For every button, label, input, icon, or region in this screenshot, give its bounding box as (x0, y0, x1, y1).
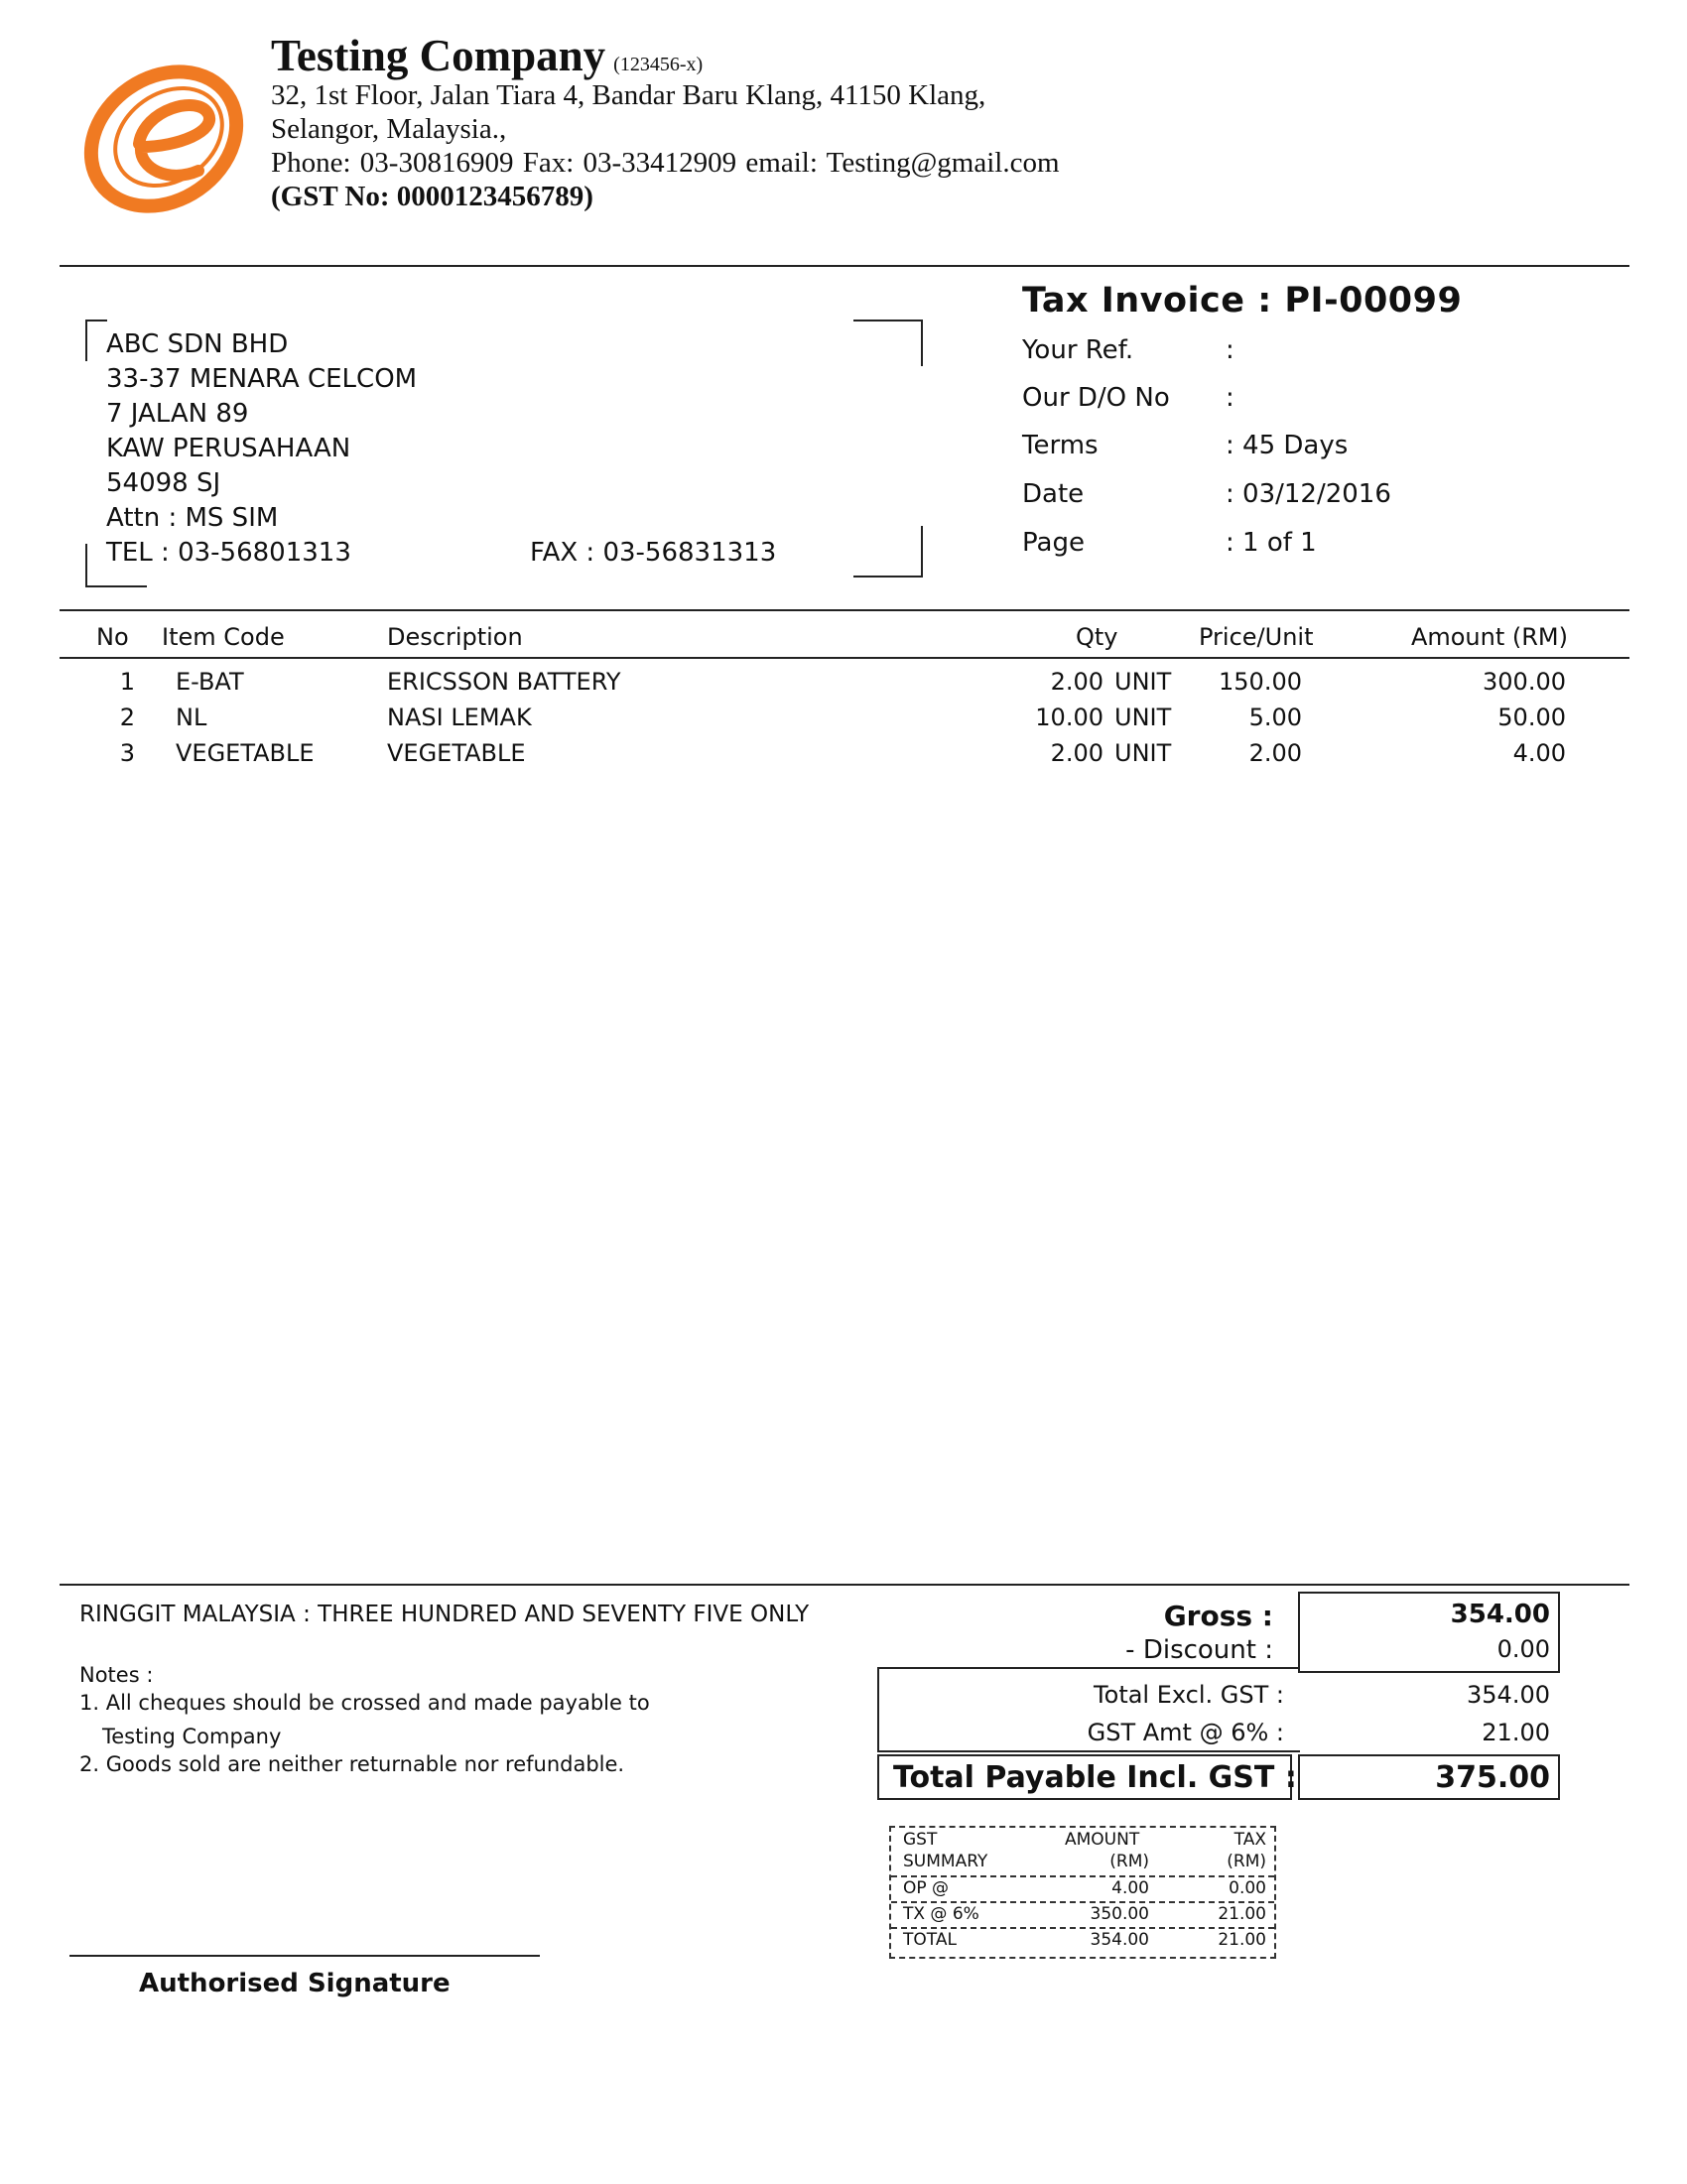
notes-title: Notes : (79, 1663, 154, 1687)
customer-attn: Attn : MS SIM (106, 503, 279, 533)
company-reg-no: (123456-x) (613, 54, 704, 75)
gst-summary-table (889, 1826, 1276, 1959)
gst-summary-divider (891, 1901, 1274, 1903)
note-line-1-cont: Testing Company (102, 1725, 282, 1748)
company-contact-line: Phone: 03-30816909 Fax: 03-33412909 email: Testing@gmail.com (271, 147, 1060, 179)
meta-label-date: Date (1022, 479, 1085, 509)
discount-value: 0.00 (1496, 1635, 1550, 1663)
customer-fax: FAX : 03-56831313 (530, 538, 777, 568)
row-no: 3 (119, 739, 135, 767)
row-no: 2 (119, 704, 135, 731)
row-amount: 50.00 (1497, 704, 1566, 731)
header-amount: Amount (RM) (1410, 623, 1568, 651)
gst-summary-row-label: TOTAL (903, 1930, 957, 1950)
gst-amount-value: 21.00 (1482, 1719, 1550, 1746)
row-amount: 4.00 (1512, 739, 1566, 767)
address-corner-bottom-right (853, 526, 923, 578)
customer-address-line: 7 JALAN 89 (106, 399, 249, 429)
gst-summary-header-summary: SUMMARY (903, 1852, 988, 1871)
customer-name: ABC SDN BHD (106, 329, 289, 359)
company-name-text: Testing Company (271, 31, 606, 80)
footer-divider (60, 1584, 1629, 1586)
meta-value-terms: : 45 Days (1226, 431, 1349, 460)
row-description: VEGETABLE (387, 739, 526, 767)
meta-label-terms: Terms (1022, 431, 1099, 460)
gst-summary-header-tax: TAX (1233, 1830, 1266, 1850)
gst-summary-row-amount: 354.00 (1090, 1930, 1149, 1950)
table-header-divider (60, 657, 1629, 659)
meta-value-date: : 03/12/2016 (1226, 479, 1391, 509)
header-item-code: Item Code (162, 623, 285, 651)
meta-value-your-ref: : (1226, 335, 1234, 365)
gst-summary-row-tax: 21.00 (1218, 1904, 1266, 1924)
gst-summary-row-label: OP @ (903, 1878, 950, 1898)
customer-tel: TEL : 03-56801313 (106, 538, 351, 568)
row-price: 2.00 (1248, 739, 1302, 767)
customer-address-line: 54098 SJ (106, 468, 221, 498)
note-line-2: 2. Goods sold are neither returnable nor refundable. (79, 1752, 625, 1776)
note-line-1: 1. All cheques should be crossed and made payable to (79, 1691, 650, 1715)
row-unit: UNIT (1114, 704, 1172, 731)
total-excl-gst-value: 354.00 (1467, 1681, 1550, 1709)
row-unit: UNIT (1114, 739, 1172, 767)
gst-summary-header-amount: AMOUNT (1065, 1830, 1140, 1850)
discount-label: - Discount : (1125, 1635, 1273, 1665)
meta-value-do-no: : (1226, 383, 1234, 413)
row-qty: 2.00 (1050, 739, 1103, 767)
row-item-code: E-BAT (176, 668, 244, 696)
amount-in-words: RINGGIT MALAYSIA : THREE HUNDRED AND SEVENTY FIVE ONLY (79, 1602, 810, 1627)
header-description: Description (387, 623, 523, 651)
gst-summary-header-amount-unit: (RM) (1109, 1852, 1149, 1871)
gst-summary-row-label: TX @ 6% (903, 1904, 979, 1924)
gst-summary-row-amount: 350.00 (1090, 1904, 1149, 1924)
header-no: No (96, 623, 129, 651)
customer-address-line: 33-37 MENARA CELCOM (106, 364, 418, 394)
meta-label-do-no: Our D/O No (1022, 383, 1170, 413)
address-corner-top-left (85, 320, 107, 361)
header-price-unit: Price/Unit (1199, 623, 1314, 651)
gst-summary-divider (891, 1875, 1274, 1877)
row-item-code: NL (176, 704, 207, 731)
invoice-title: Tax Invoice : PI-00099 (1022, 281, 1463, 321)
company-name (271, 30, 703, 81)
customer-address-line: KAW PERUSAHAAN (106, 434, 351, 463)
gst-summary-row-tax: 0.00 (1229, 1878, 1266, 1898)
company-address-line2: Selangor, Malaysia., (271, 113, 507, 145)
row-amount: 300.00 (1483, 668, 1566, 696)
row-no: 1 (119, 668, 135, 696)
orange-e-logo-icon (69, 40, 268, 228)
row-qty: 10.00 (1035, 704, 1103, 731)
row-price: 5.00 (1248, 704, 1302, 731)
gst-summary-row-tax: 21.00 (1218, 1930, 1266, 1950)
gross-label: Gross : (1163, 1600, 1273, 1632)
row-item-code: VEGETABLE (176, 739, 315, 767)
gross-value: 354.00 (1450, 1600, 1550, 1629)
gst-summary-divider (891, 1927, 1274, 1929)
meta-label-page: Page (1022, 528, 1085, 558)
row-price: 150.00 (1219, 668, 1302, 696)
row-description: NASI LEMAK (387, 704, 532, 731)
meta-value-page: : 1 of 1 (1226, 528, 1317, 558)
total-payable-value: 375.00 (1435, 1760, 1550, 1795)
row-qty: 2.00 (1050, 668, 1103, 696)
row-description: ERICSSON BATTERY (387, 668, 621, 696)
company-gst-line: (GST No: 0000123456789) (271, 181, 593, 212)
total-excl-gst-label: Total Excl. GST : (1094, 1681, 1284, 1709)
total-payable-label: Total Payable Incl. GST : (893, 1760, 1297, 1795)
row-unit: UNIT (1114, 668, 1172, 696)
table-top-divider (60, 609, 1629, 611)
gst-summary-header-tax-unit: (RM) (1227, 1852, 1266, 1871)
company-address-line1: 32, 1st Floor, Jalan Tiara 4, Bandar Baru Klang, 41150 Klang, (271, 79, 986, 111)
address-corner-top-right (853, 320, 923, 366)
gst-summary-header-gst: GST (903, 1830, 938, 1850)
signature-line (69, 1955, 540, 1957)
header-divider (60, 265, 1629, 267)
gst-summary-row-amount: 4.00 (1111, 1878, 1149, 1898)
gst-amount-label: GST Amt @ 6% : (1087, 1719, 1284, 1746)
meta-label-your-ref: Your Ref. (1022, 335, 1134, 365)
header-qty: Qty (1076, 623, 1118, 651)
authorised-signature-label: Authorised Signature (139, 1969, 451, 1998)
